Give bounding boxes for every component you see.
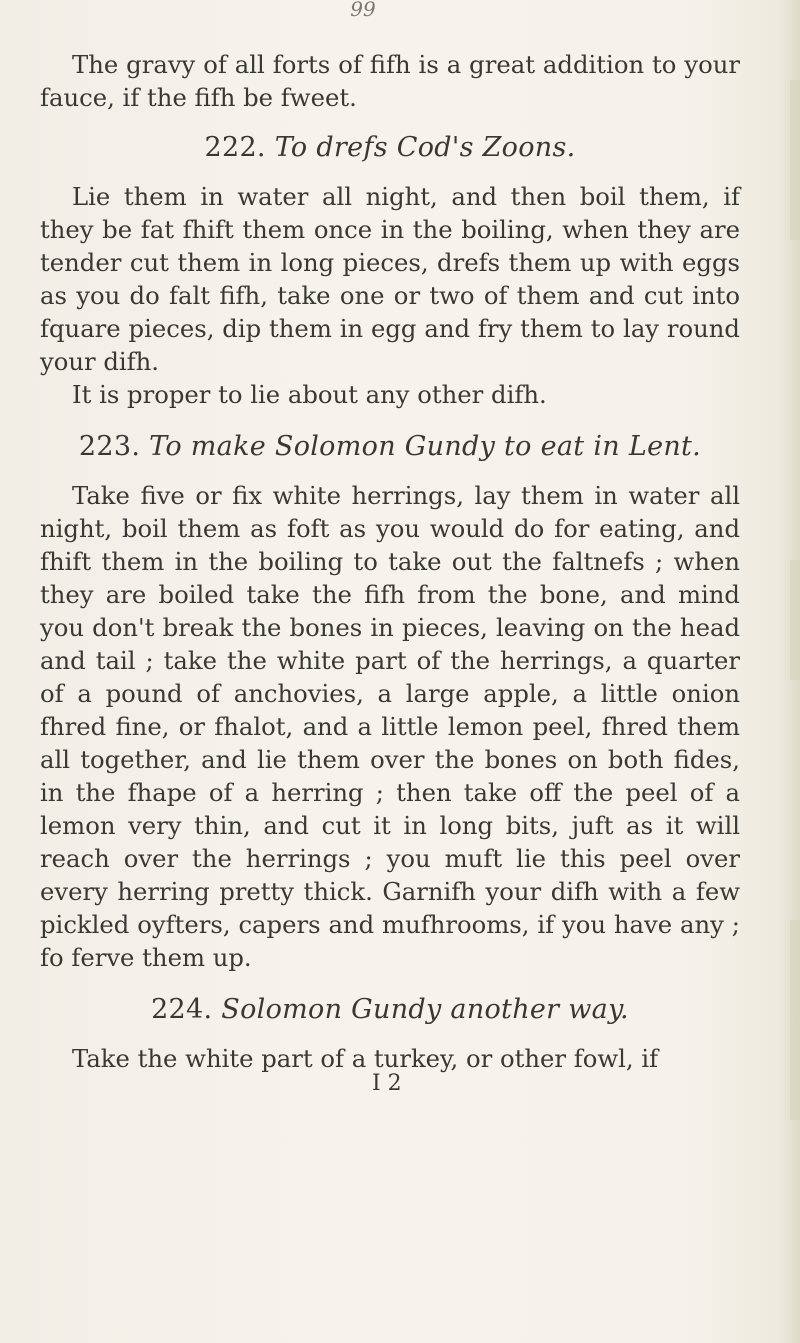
recipe-number: 224. [151, 994, 213, 1025]
signature-mark: I 2 [372, 1071, 402, 1096]
recipe-note-222: It is proper to lie about any other difh. [72, 380, 547, 409]
recipe-title: To make Solomon Gundy to eat in Lent. [149, 431, 702, 462]
recipe-title: Solomon Gundy another way. [221, 994, 629, 1025]
recipe-number: 222. [204, 132, 266, 163]
page-text [40, 48, 740, 1075]
page-edge-stain [790, 80, 800, 240]
recipe-body-223: Take five or fix white herrings, lay them in water all night, boil them as foft as you would do for eating, and fhift them in the boiling to take out the faltnefs ; when they are boiled take the fifh from the bone, and mind you don't break the bones in pieces, leaving on the head and tail ; take the white part of the herrings, a quarter of a pound of anchovies, a large apple, a little onion fhred fine, or fhalot, and a little lemon peel, fhred them all together, and lie them over the bones on both fides, in the fhape of a herring ; then take off the peel of a lemon very thin, and cut it in long bits, juft as it will reach over the herrings ; you muft lie this peel over every herring pretty thick. Garnifh your difh with a few pickled oyfters, capers and mufhrooms, if you have any ; fo ferve them up. [40, 481, 740, 972]
opening-paragraph: The gravy of all forts of fifh is a great addition to your fauce, if the fifh be fweet. [40, 50, 740, 112]
recipe-heading-223 [40, 429, 740, 465]
recipe-heading-222 [40, 130, 740, 166]
page-edge-stain [790, 920, 800, 1120]
recipe-heading-224 [40, 992, 740, 1028]
page-edge-stain [790, 560, 800, 680]
recipe-body-224: Take the white part of a turkey, or other fowl, if [72, 1044, 659, 1073]
recipe-number: 223. [78, 431, 141, 462]
recipe-body-222: Lie them in water all night, and then boil them, if they be fat fhift them once in the boiling, when they are tender cut them in long pieces, drefs them up with eggs as you do falt fifh, take one or two of them and cut into fquare pieces, dip them in egg and fry them to lay round your difh. [40, 182, 740, 376]
recipe-title: To drefs Cod's Zoons. [274, 132, 576, 163]
page-number: 99 [350, 0, 376, 21]
